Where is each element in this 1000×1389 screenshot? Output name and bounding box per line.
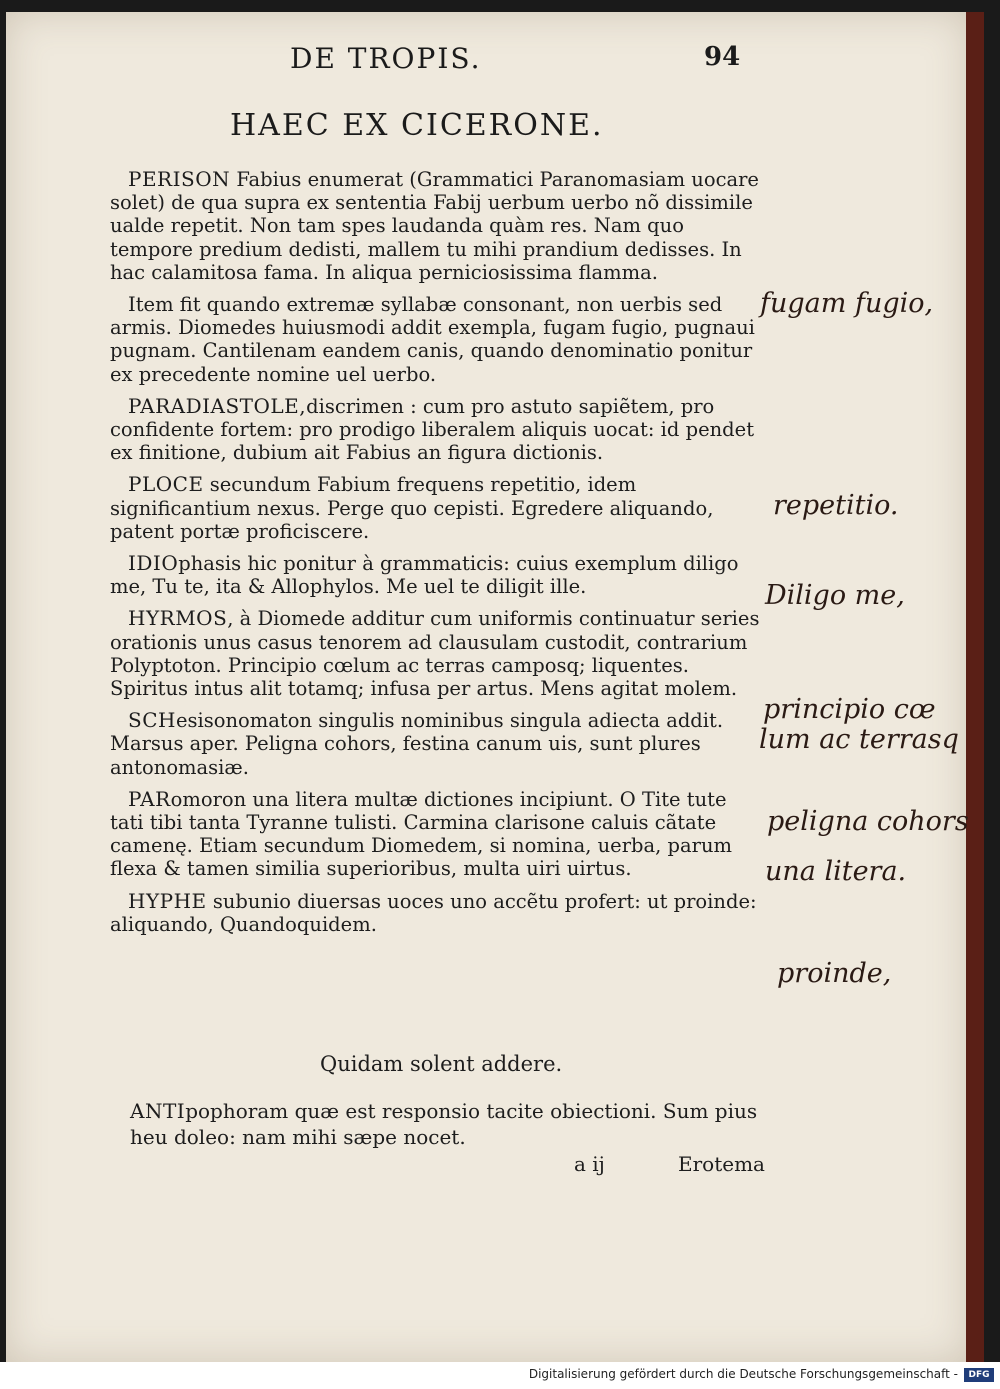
- footer-bar: [0, 1362, 1000, 1389]
- paragraph-hyrmos: [110, 607, 760, 700]
- term-perison: PERISON: [128, 167, 231, 191]
- margin-note: principio cœ: [763, 694, 936, 725]
- paragraph-text: Fabius enumerat (Grammatici Paranomasiam uocare solet) de qua supra ex sententia Fabij uerbum uerbo nõ dissimile ualde repetit. Non tam spes laudanda quàm res. Nam quo tempore predium dedisti, mallem tu mihi prandium dedisses. In hac calamitosa fama. In aliqua perniciosissima flamma.: [110, 168, 759, 284]
- paragraph-paradiastole: [110, 395, 760, 465]
- paragraph-hyphe: [110, 890, 760, 936]
- body-text: [110, 168, 760, 945]
- paragraph-text: omoron una litera multæ dictiones incipiunt. O Tite tute tati tibi tanta Tyranne tulisti. Carmina clarisone caluis cãtate camenę. Etiam secundum Diomedem, si nomina, uerba, parum flexa & tamen similia superioribus, multa uiri uirtus.: [110, 787, 733, 881]
- paragraph-text: , à Diomede additur cum uniformis continuatur series orationis unus casus tenorem ad clausulam custodit, contrarium Polyptoton. Principio cœlum ac terras camposq; liquentes. Spiritus intus alit totamq; infusa per artus. Mens agitat molem.: [110, 607, 760, 701]
- margin-note: fugam fugio,: [760, 288, 934, 319]
- catchword: Erotema: [678, 1152, 765, 1176]
- paragraph-idiophasis: [110, 552, 760, 598]
- running-head: DE TROPIS.: [290, 42, 482, 75]
- paragraph-text: Item fit quando extremæ syllabæ consonant, non uerbis sed armis. Diomedes huiusmodi addit exempla, fugam fugio, pugnaui pugnam. Cantilenam eandem canis, quando denominatio ponitur ex precedente nomine uel uerbo.: [110, 293, 755, 386]
- paragraph-schesisonomaton: [110, 709, 760, 779]
- term-paromoeon: PAR: [128, 786, 171, 811]
- paragraph-text: secundum Fabium frequens repetitio, idem significantium nexus. Perge quo cepisti. Egredere aliquando, patent portæ proficiscere.: [110, 473, 714, 543]
- term-schesisonomaton: SCH: [128, 708, 176, 733]
- paragraph-antipophora: [130, 1098, 770, 1150]
- term-ploce: PLOCE: [128, 472, 204, 497]
- margin-note: lum ac terrasq: [759, 724, 959, 755]
- marginalia: [755, 0, 970, 1389]
- paragraph-ploce: [110, 473, 760, 543]
- folio-number: 94: [704, 42, 741, 72]
- term-hyphe: HYPHE: [128, 888, 207, 913]
- paragraph-text: phasis hic ponitur à grammaticis: cuius exemplum diligo me, Tu te, ita & Allophylos. Me uel te diligit ille.: [110, 552, 739, 599]
- dfg-logo: DFG: [964, 1368, 994, 1382]
- term-hyrmos: HYRMOS: [128, 606, 228, 631]
- margin-note: una litera.: [765, 856, 907, 887]
- margin-note: Diligo me,: [765, 580, 905, 611]
- term-antipophora: ANTI: [130, 1099, 186, 1123]
- signature-mark: a ij: [574, 1152, 605, 1176]
- paragraph-text: discrimen : cum pro astuto sapiẽtem, pro confidente fortem: pro prodigo liberalem aliquis uocat: id pendet ex finitione, dubium ait Fabius an figura dictionis.: [110, 394, 755, 465]
- margin-note: proinde,: [777, 958, 892, 989]
- section-title: HAEC EX CICERONE.: [230, 108, 604, 143]
- margin-note: repetitio.: [773, 490, 899, 521]
- paragraph-text: esisonomaton singulis nominibus singula adiecta addit. Marsus aper. Peligna cohors, festina canum uis, sunt plures antonomasiæ.: [110, 709, 724, 779]
- paragraph-item: [110, 293, 760, 386]
- paragraph-text: subunio diuersas uoces uno accẽtu profert: ut proinde: aliquando, Quandoquidem.: [110, 889, 757, 936]
- paragraph-text: pophoram quæ est responsio tacite obiectioni. Sum pius heu doleo: nam mihi sæpe nocet.: [130, 1099, 758, 1149]
- paragraph-perison: [110, 168, 760, 284]
- term-paradiastole: PARADIASTOLE,: [128, 393, 307, 418]
- margin-note: peligna cohors: [767, 806, 969, 837]
- sub-heading: Quidam solent addere.: [320, 1052, 563, 1076]
- paragraph-paromoeon: [110, 788, 760, 881]
- term-idiophasis: IDIO: [128, 551, 179, 576]
- funding-credit: Digitalisierung gefördert durch die Deutsche Forschungsgemeinschaft -: [528, 1367, 958, 1381]
